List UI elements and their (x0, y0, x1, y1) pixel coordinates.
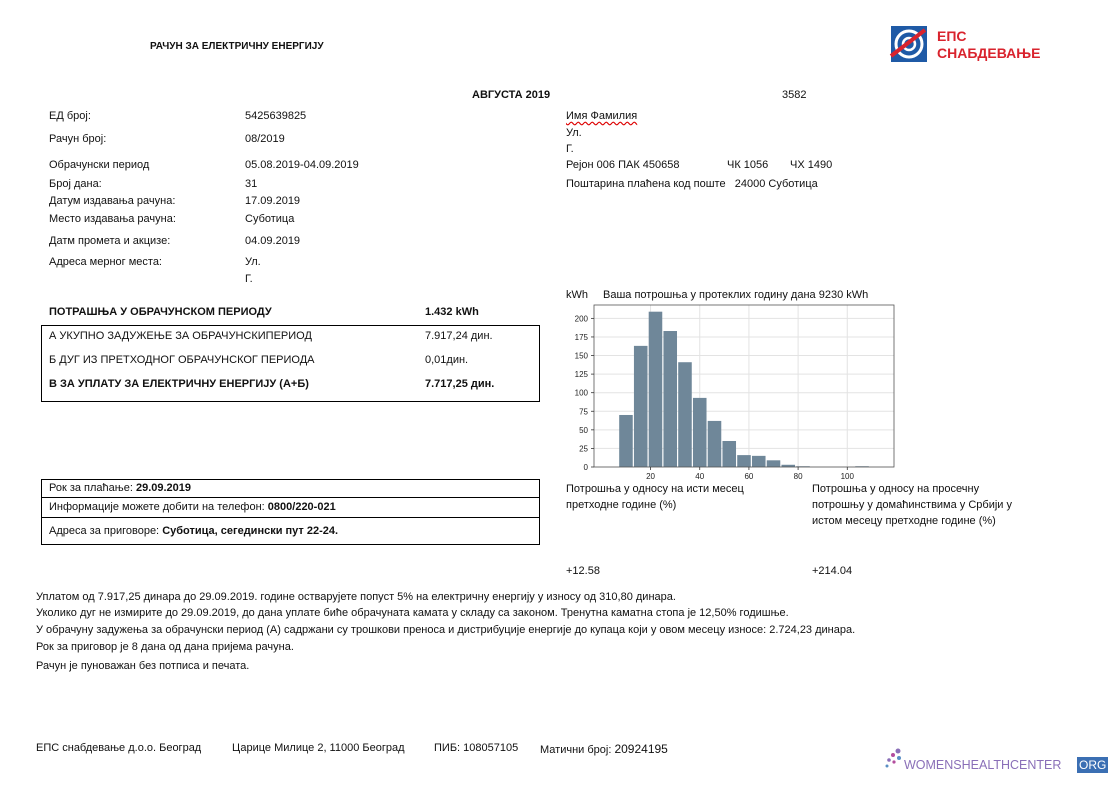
document-code: 3582 (782, 89, 807, 101)
info-value-extra: Г. (245, 273, 253, 285)
customer-region: Рејон 006 ПАК 450658 (566, 159, 680, 171)
payment-box (41, 479, 540, 545)
footer-registration-value: 20924195 (614, 742, 668, 756)
chart-tick-label-y: 50 (579, 425, 588, 435)
customer-name: Имя Фамилия (566, 110, 638, 122)
info-value: 17.09.2019 (245, 195, 301, 207)
charge-total-label: В ЗА УПЛАТУ ЗА ЕЛЕКТРИЧНУ ЕНЕРГИЈУ (А+Б) (49, 378, 309, 390)
chart-bar (663, 331, 677, 467)
watermark-text: WOMENSHEALTHCENTER (904, 758, 1062, 772)
chart-bar (708, 421, 722, 467)
due-date-value: 29.09.2019 (135, 482, 192, 494)
phone-value: 0800/220-021 (267, 501, 336, 513)
chart-bar (737, 455, 751, 467)
chart-tick-label-y: 175 (574, 332, 588, 342)
note-line: Уплатом од 7.917,25 динара до 29.09.2019. године остварујете попуст 5% на електричну енергију у износу од 310,80 динара. (36, 591, 676, 603)
consumption-label: ПОТРАШЊА У ОБРАЧУНСКОМ ПЕРИОДУ (49, 306, 272, 318)
customer-chh: ЧХ 1490 (790, 159, 833, 171)
chart-bar (649, 312, 663, 467)
charge-a-value: 7.917,24 дин. (425, 330, 493, 342)
chart-tick-label-y: 200 (574, 314, 588, 324)
same-month-comparison-value: +12.58 (566, 565, 600, 577)
consumption-value: 1.432 kWh (425, 306, 479, 318)
postage-note: Поштарина плаћена код поште 24000 Суботица (566, 178, 818, 190)
note-line: Уколико дуг не измирите до 29.09.2019, до дана уплате биће обрачуната камата у складу са законом. Тренутна каматна стопа је 12,50% годишње. (36, 607, 789, 619)
chart-bar (619, 415, 633, 467)
chart-tick-label-y: 75 (579, 407, 588, 417)
footer-pib: ПИБ: 108057105 (434, 742, 519, 754)
payment-divider (42, 517, 539, 518)
chart-tick-label-x: 80 (793, 472, 803, 480)
customer-city: Г. (566, 143, 574, 155)
due-date-label: Рок за плаћање: (49, 482, 136, 494)
average-comparison-value: +214.04 (812, 565, 853, 577)
chart-tick-label-x: 40 (695, 472, 705, 480)
info-label: Датм промета и акцизе: (49, 235, 171, 247)
info-value: 31 (245, 178, 258, 190)
eps-logo-icon (889, 24, 931, 64)
average-comparison-label: Потрошња у односу на просечну потрошњу у домаћинствима у Србији у истом месецу претходне године (%) (812, 483, 1013, 527)
note-line: Рок за приговор је 8 дана од дана пријема рачуна. (36, 641, 294, 653)
info-label: Обрачунски период (49, 159, 150, 171)
logo-text-eps: ЕПС (937, 28, 967, 44)
info-label: Адреса мерног места: (49, 256, 162, 268)
chart-tick-label-y: 125 (574, 370, 588, 380)
due-date-row (49, 482, 191, 494)
chart-bar (722, 441, 736, 467)
complaint-label: Адреса за приговоре: (49, 525, 163, 537)
info-value: Ул. (245, 256, 261, 268)
chart-tick-label-x: 100 (840, 472, 854, 480)
chart-bar (678, 362, 692, 467)
complaint-row (49, 525, 338, 537)
complaint-value: Суботица, сегедински пут 22-24. (162, 525, 339, 537)
info-value: 04.09.2019 (245, 235, 301, 247)
footer-company: ЕПС снабдевање д.о.о. Београд (36, 742, 202, 754)
chart-title: Ваша потрошња у протеклих годину дана 9230 kWh (603, 289, 869, 301)
chart-ylabel: kWh (566, 289, 588, 301)
footer-registration-label: Матични број: (540, 744, 615, 756)
info-label: Рачун број: (49, 133, 107, 145)
eps-logo (889, 24, 1059, 64)
customer-street: Ул. (566, 127, 582, 139)
chart-bar (752, 456, 766, 467)
payment-divider (42, 497, 539, 498)
phone-label: Информације можете добити на телефон: (49, 501, 268, 513)
consumption-chart (550, 300, 900, 480)
billing-month: АВГУСТА 2019 (472, 89, 551, 101)
customer-chk: ЧК 1056 (727, 159, 769, 171)
chart-bar (767, 460, 781, 467)
document-title: РАЧУН ЗА ЕЛЕКТРИЧНУ ЕНЕРГИЈУ (150, 41, 324, 52)
watermark (884, 748, 1112, 774)
footer-address: Царице Милице 2, 11000 Београд (232, 742, 405, 754)
chart-bar (693, 398, 707, 467)
chart-tick-label-y: 0 (583, 463, 588, 472)
info-value: Суботица (245, 213, 295, 225)
note-line: Рачун је пуноважан без потписа и печата. (36, 660, 250, 672)
chart-tick-label-y: 150 (574, 351, 588, 361)
phone-row (49, 501, 336, 513)
info-label: Број дана: (49, 178, 102, 190)
chart-tick-label-x: 20 (646, 472, 656, 480)
chart-tick-label-y: 100 (574, 388, 588, 398)
info-label: Место издавања рачуна: (49, 213, 176, 225)
watermark-tld: ORG (1079, 758, 1107, 772)
info-label: ЕД број: (49, 110, 91, 122)
info-value: 05.08.2019-04.09.2019 (245, 159, 359, 171)
logo-text-snabdevanje: СНАБДЕВАЊЕ (937, 45, 1041, 61)
same-month-comparison-label: Потрошња у односу на исти месец претходне године (%) (566, 483, 744, 511)
chart-tick-label-x: 60 (744, 472, 754, 480)
info-value: 5425639825 (245, 110, 307, 122)
footer-registration (540, 742, 668, 756)
info-value: 08/2019 (245, 133, 285, 145)
chart-tick-label-y: 25 (579, 444, 588, 454)
note-line: У обрачуну задужења за обрачунски период (А) садржани су трошкови преноса и дистрибуције енергије до купаца који у овом месецу износе: 2.724,23 динара. (36, 624, 856, 636)
charge-b-value: 0,01дин. (425, 354, 469, 366)
charge-a-label: А УКУПНО ЗАДУЖЕЊЕ ЗА ОБРАЧУНСКИПЕРИОД (49, 330, 312, 342)
info-label: Датум издавања рачуна: (49, 195, 176, 207)
chart-bar (634, 346, 648, 467)
watermark-dots-icon (884, 748, 904, 770)
charge-total-value: 7.717,25 дин. (425, 378, 495, 390)
charge-b-label: Б ДУГ ИЗ ПРЕТХОДНОГ ОБРАЧУНСКОГ ПЕРИОДА (49, 354, 315, 366)
charges-box (41, 325, 540, 402)
